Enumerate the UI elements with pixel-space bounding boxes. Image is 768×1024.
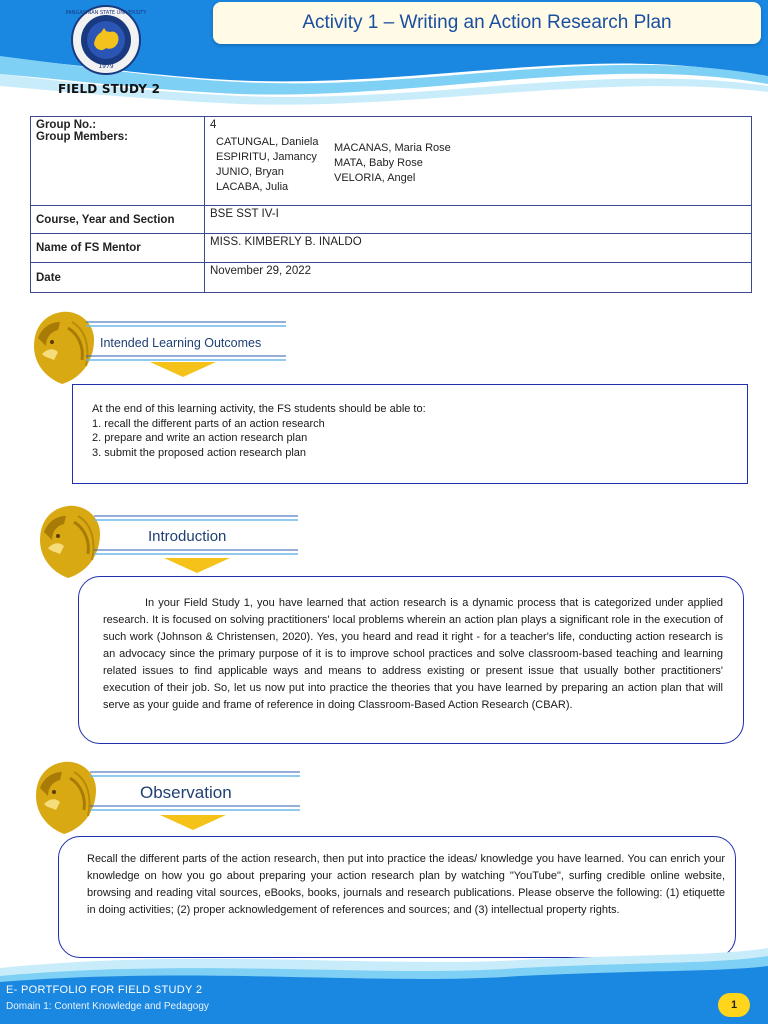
seal-text: PANGASINAN STATE UNIVERSITY <box>65 10 147 16</box>
introduction-body: In your Field Study 1, you have learned that action research is a dynamic process that is categorized under applied research. It is focused on solving practitioners' local problems wherein an action plan plays a significant role in the execution of such work (Johnson & Christensen, 2020). Yes, you heard and read it right - for a teacher's life, conducting action research is an advocacy since the primary purpose of it is to improve school practices and solve classroom-based teaching and learning related issues to find applicable ways and means to address existing or present issue that usually bother practitioners' execution of their job. So, let us now put into practice the theories that you have learned by preparing an action plan that will serve as your guide and frame of reference in doing Classroom-Based Action Research (CBAR). <box>103 597 723 711</box>
mentor-value: MISS. KIMBERLY B. INALDO <box>205 234 752 263</box>
mentor-label: Name of FS Mentor <box>31 234 205 263</box>
member-name: CATUNGAL, Daniela <box>216 136 319 148</box>
ilo-item: 1. recall the different parts of an action research <box>92 417 325 430</box>
ilo-title: Intended Learning Outcomes <box>100 336 262 350</box>
page-number-badge: 1 <box>718 993 750 1017</box>
introduction-title: Introduction <box>148 528 227 545</box>
introduction-box <box>78 576 744 744</box>
group-info-table <box>30 116 752 293</box>
ilo-item: 2. prepare and write an action research plan <box>92 432 308 444</box>
member-name: JUNIO, Bryan <box>216 166 284 178</box>
course-value: BSE SST IV-I <box>205 206 752 234</box>
members-column-1 <box>216 135 319 195</box>
group-no-value: 4 <box>210 119 217 131</box>
group-members-label: Group Members: <box>36 131 129 143</box>
seal-year: 1979 <box>98 63 114 70</box>
ilo-item: 3. submit the proposed action research plan <box>92 446 307 459</box>
course-label: Course, Year and Section <box>31 206 205 234</box>
member-name: LACABA, Julia <box>216 181 289 193</box>
member-name: MACANAS, Maria Rose <box>334 142 451 154</box>
yellow-pointer-icon <box>164 558 230 573</box>
member-name: ESPIRITU, Jamancy <box>216 151 317 163</box>
university-seal-logo <box>60 4 152 76</box>
ilo-box <box>72 384 748 484</box>
group-no-label: Group No.: <box>36 119 97 131</box>
yellow-pointer-icon <box>150 362 216 377</box>
footer-portfolio-label: E- PORTFOLIO FOR FIELD STUDY 2 <box>6 984 203 996</box>
program-label: FIELD STUDY 2 <box>58 82 161 96</box>
date-value: November 29, 2022 <box>205 263 752 293</box>
page-title: Activity 1 – Writing an Action Research Plan <box>213 2 761 44</box>
observation-body: Recall the different parts of the action research, then put into practice the ideas/ knowledge you have learned. You can enrich your knowledge on how you go about preparing your action research plan by watching "YouTube", surfing credible online website, browsing and reading vital sources, eBooks, books, journals and research publications. Please observe the following: (1) etiquette in doing activities; (2) proper acknowledgement of references and sources; and (3) intellectual property rights. <box>87 853 725 916</box>
date-label: Date <box>31 263 205 293</box>
observation-title: Observation <box>140 783 232 802</box>
member-name: MATA, Baby Rose <box>334 157 423 169</box>
member-name: VELORIA, Angel <box>334 172 416 184</box>
yellow-pointer-icon <box>160 815 226 830</box>
group-value-cell <box>205 117 752 206</box>
ilo-intro: At the end of this learning activity, the FS students should be able to: <box>92 403 426 415</box>
group-label-cell <box>31 117 205 206</box>
footer-domain-label: Domain 1: Content Knowledge and Pedagogy <box>6 1001 209 1012</box>
members-column-2 <box>334 141 451 186</box>
